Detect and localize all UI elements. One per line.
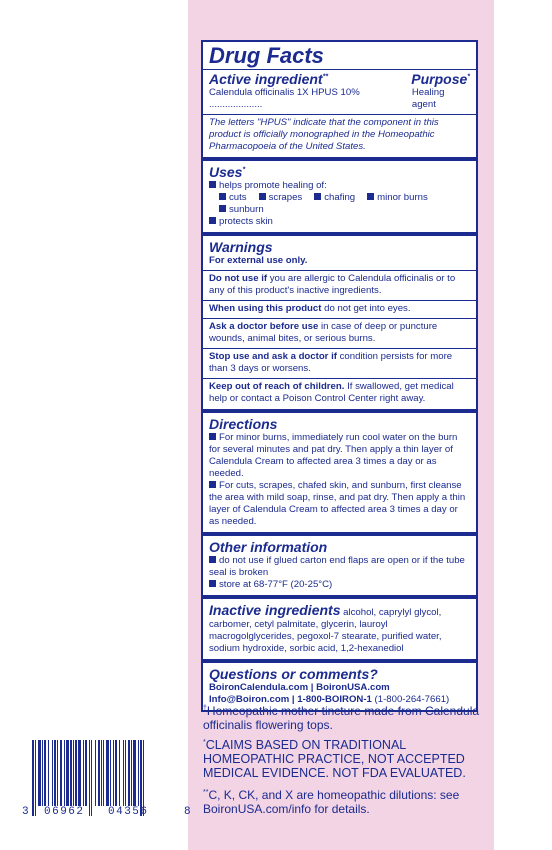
website-links: BoironCalendula.com | BoironUSA.com bbox=[209, 682, 390, 693]
barcode-digits-group2: 04356 bbox=[108, 806, 149, 818]
active-ingredient-heading: Active ingredient** bbox=[209, 71, 329, 87]
purpose-value: Healing agent bbox=[411, 87, 445, 110]
keep-out-warning: Keep out of reach of children. If swallowed, get medical help or contact a Poison Control Center right away. bbox=[209, 381, 454, 404]
stop-use-warning: Stop use and ask a doctor if condition persists for more than 3 days or worsens. bbox=[209, 351, 453, 374]
footnote-dilutions: **C, K, CK, and X are homeopathic dilutions: see BoironUSA.com/info for details. bbox=[203, 788, 460, 816]
uses-list bbox=[209, 192, 470, 204]
ask-doctor-warning: Ask a doctor before use in case of deep or puncture wounds, animal bites, or serious burns. bbox=[209, 321, 438, 344]
hpus-note: The letters "HPUS" indicate that the component in this product is officially monographed in the Homeopathic Pharmacopoeia of the United States. bbox=[209, 117, 439, 152]
other-info-section bbox=[203, 532, 476, 595]
barcode-digit-left: 3 bbox=[22, 806, 29, 818]
uses-section bbox=[203, 157, 476, 232]
questions-section bbox=[203, 659, 476, 710]
uses-item: cuts bbox=[219, 192, 247, 204]
do-not-use-warning: Do not use if you are allergic to Calendula officinalis or to any of this product's inactive ingredients. bbox=[209, 273, 456, 296]
drug-facts-title: Drug Facts bbox=[209, 43, 324, 68]
uses-heading: Uses* bbox=[209, 164, 246, 180]
barcode-digits-group1: 06962 bbox=[44, 806, 85, 818]
inactive-heading: Inactive ingredients bbox=[209, 602, 341, 618]
direction-item: For cuts, scrapes, chafed skin, and sunburn, first cleanse the area with mild soap, rinse, and pat dry. Then apply a thin layer of Calendula Cream to affected area 3 times a day or as needed. bbox=[209, 480, 466, 527]
contact-info: Info@Boiron.com | 1-800-BOIRON-1 (1-800-264-7661) bbox=[209, 694, 450, 705]
uses-item: sunburn bbox=[209, 204, 470, 216]
warnings-section bbox=[203, 232, 476, 409]
purpose-heading: Purpose* bbox=[411, 71, 470, 87]
other-info-item: store at 68-77°F (20-25°C) bbox=[209, 579, 470, 591]
active-ingredient-header bbox=[203, 69, 476, 87]
other-info-heading: Other information bbox=[209, 539, 328, 555]
direction-item: For minor burns, immediately run cool water on the burn for several minutes and pat dry. Then apply a thin layer of Calendula Cream to affected area 3 times a day or as needed. bbox=[209, 432, 458, 479]
other-info-item: do not use if glued carton end flaps are open or if the tube seal is broken bbox=[209, 555, 465, 578]
drug-facts-header bbox=[203, 42, 476, 157]
drug-facts-box bbox=[201, 40, 478, 712]
inactive-ingredients: Inactive ingredients alcohol, caprylyl glycol, carbomer, cetyl palmitate, glycerin, lauroyl macrogolglycerides, pegoxol-7 stearate, purified water, sodium hydroxide, sorbic acid, 1,2-hexanediol bbox=[209, 602, 442, 654]
uses-item: scrapes bbox=[259, 192, 303, 204]
uses-intro: helps promote healing of: bbox=[209, 180, 470, 192]
footnote-mother-tincture: †Homeopathic mother tincture made from Calendula officinalis flowering tops. bbox=[203, 704, 480, 732]
barcode-digit-right: 8 bbox=[184, 806, 191, 818]
uses-item: chafing bbox=[314, 192, 355, 204]
uses-protects: protects skin bbox=[209, 216, 470, 228]
active-ingredient-row bbox=[209, 87, 470, 111]
inactive-section bbox=[203, 595, 476, 659]
warnings-heading: Warnings bbox=[209, 239, 273, 255]
directions-section bbox=[203, 409, 476, 532]
claims-disclaimer: *CLAIMS BASED ON TRADITIONAL HOMEOPATHIC PRACTICE, NOT ACCEPTED MEDICAL EVIDENCE. NOT FDA EVALUATED. bbox=[203, 738, 466, 780]
questions-heading: Questions or comments? bbox=[209, 666, 378, 682]
active-ingredient-name: Calendula officinalis 1X HPUS 10% .................... bbox=[209, 87, 360, 110]
external-use-warning: For external use only. bbox=[209, 255, 308, 266]
when-using-warning: When using this product do not get into eyes. bbox=[209, 303, 411, 314]
directions-heading: Directions bbox=[209, 416, 278, 432]
uses-item: minor burns bbox=[367, 192, 428, 204]
